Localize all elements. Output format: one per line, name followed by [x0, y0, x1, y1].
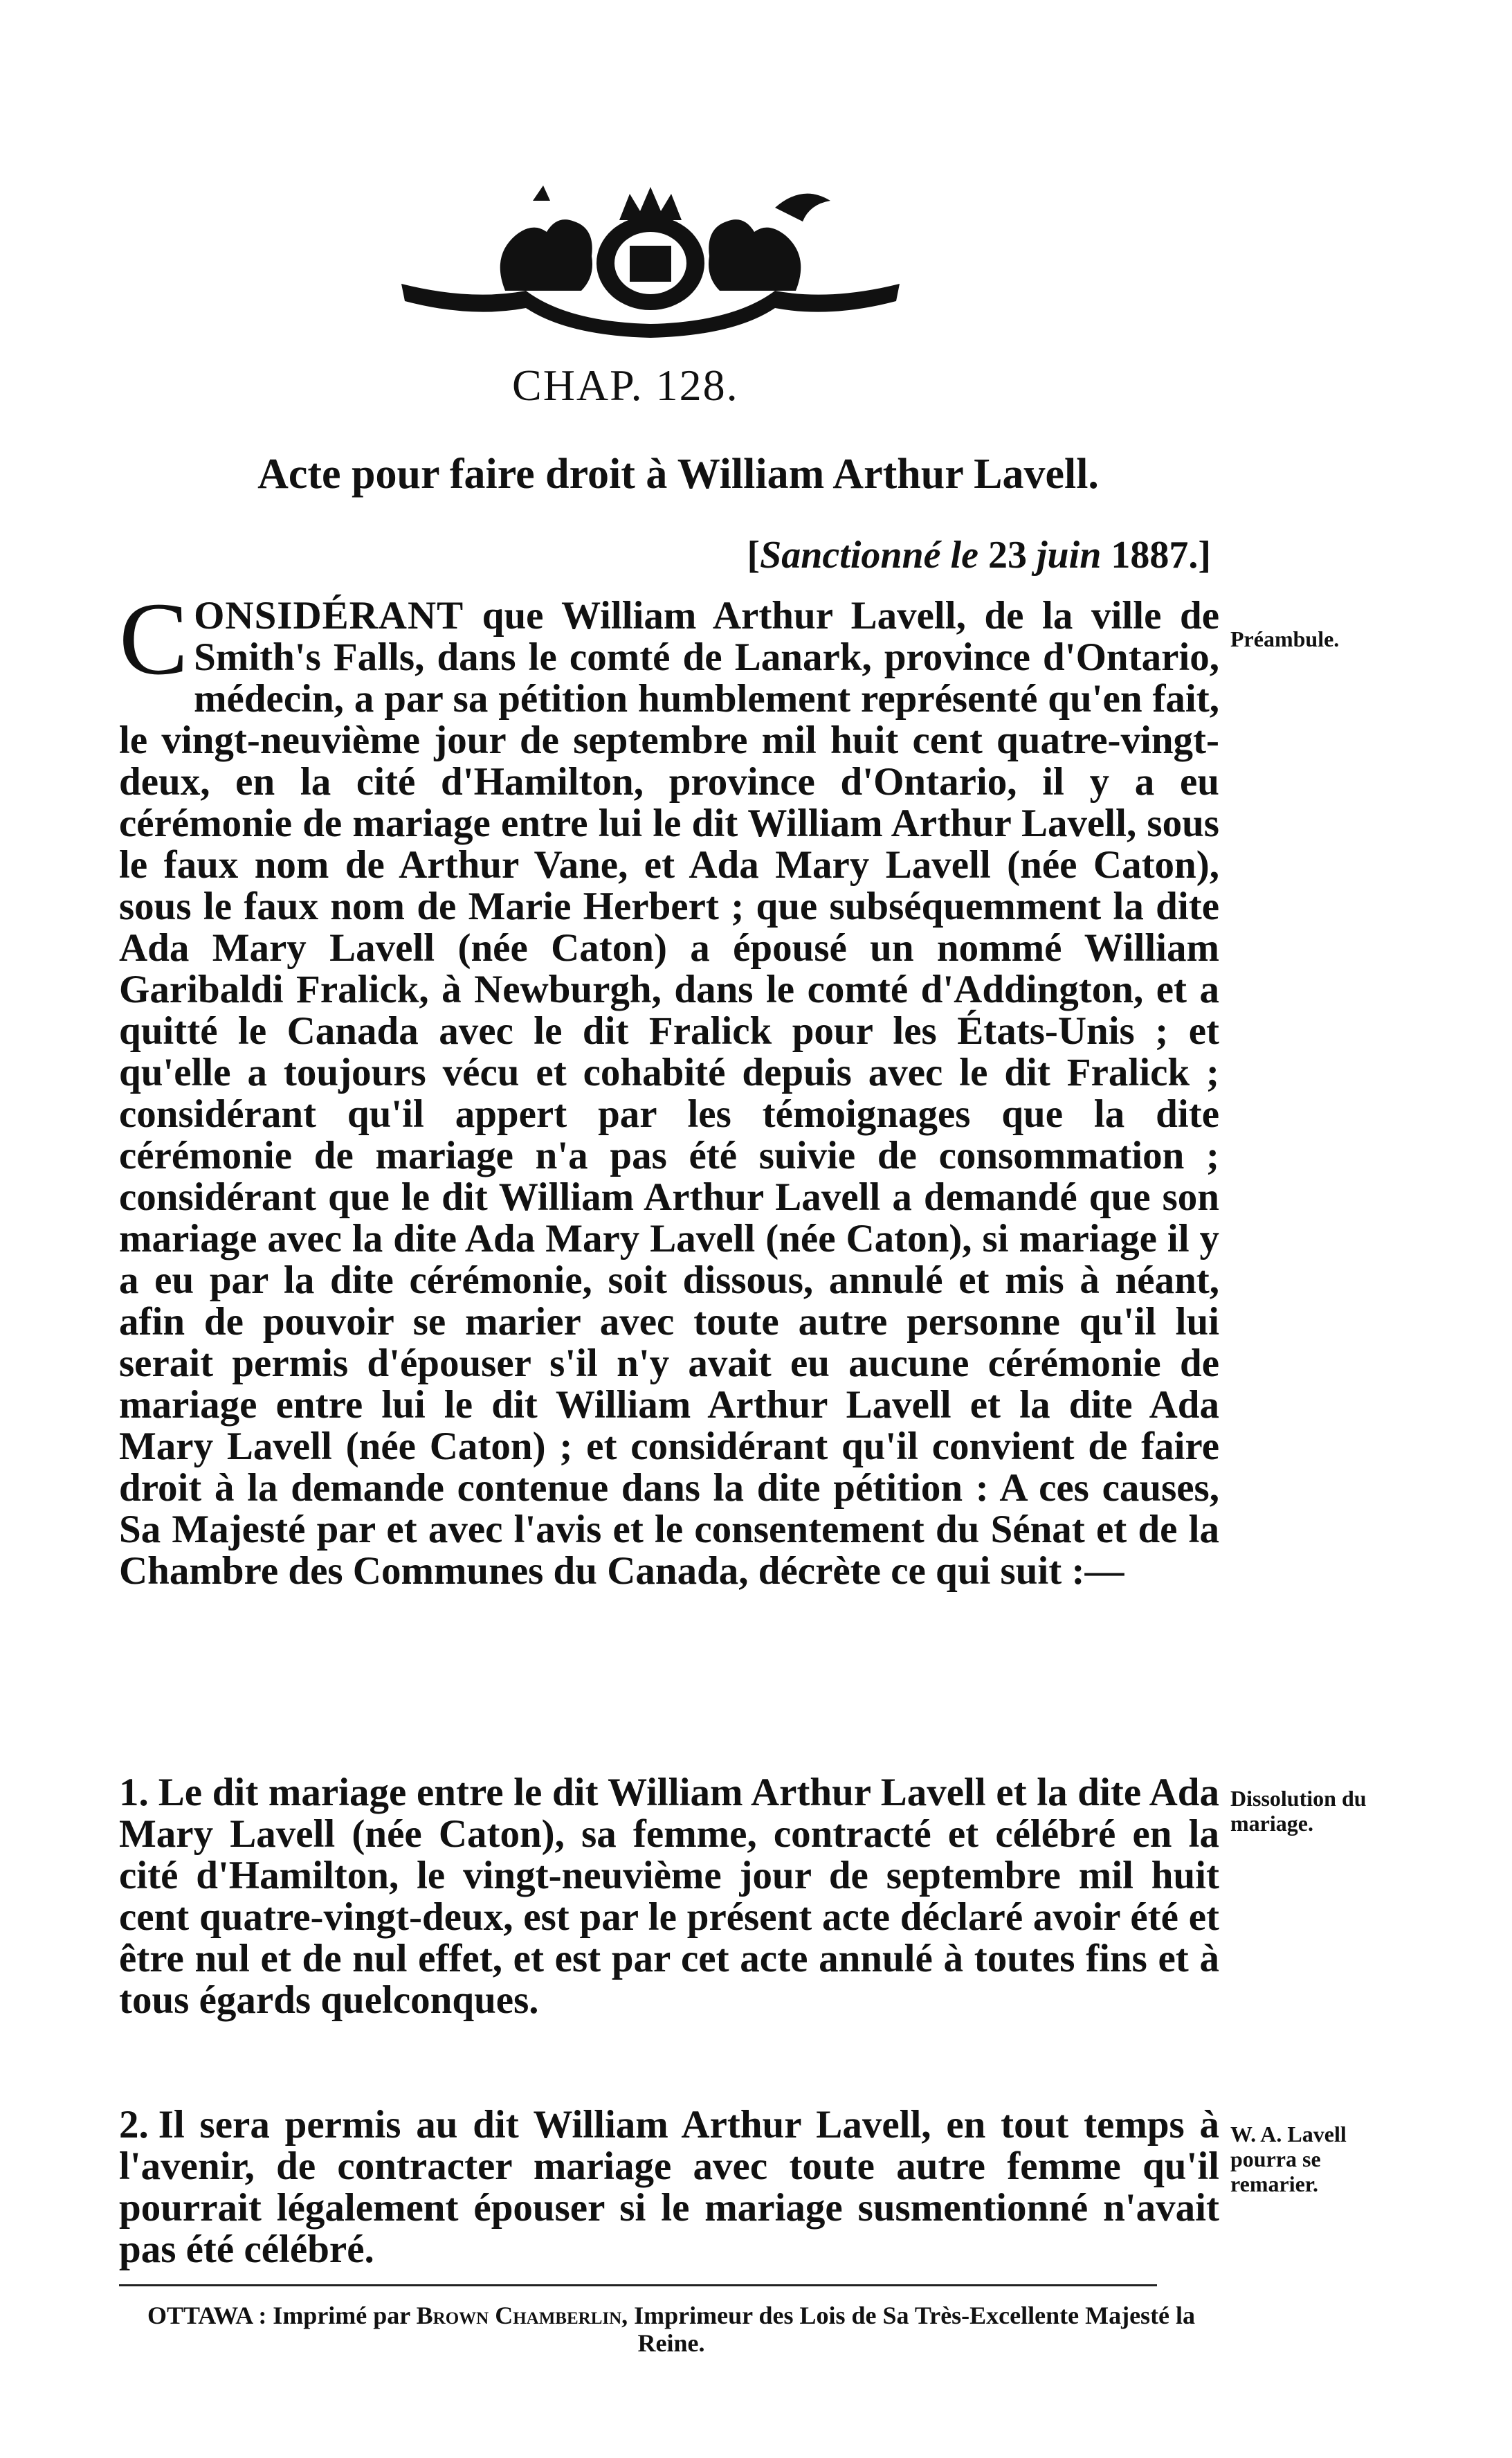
imprint-suffix: , Imprimeur des Lois de Sa Très-Excellente Majesté la Reine. — [621, 2302, 1196, 2357]
imprint-printer: Brown Chamberlin — [416, 2302, 622, 2329]
act-title: Acte pour faire droit à William Arthur Lavell. — [257, 451, 1099, 498]
margin-note-dissolution: Dissolution du mariage. — [1230, 1786, 1367, 1836]
preamble-text: que William Arthur Lavell, de la ville de Smith's Falls, dans le comté de Lanark, province d'Ontario, médecin, a par sa pétition humblement représenté qu'en fait, le vingt-neuvième jour de septembre mil huit cent quatre-vingt-deux, en la cité d'Hamilton, province d'Ontario, il y a eu cérémonie de mariage entre lui le dit William Arthur Lavell, sous le faux nom de Arthur Vane, et Ada Mary Lavell (née Caton), sous le faux nom de Marie Herbert ; que subséquemment la dite Ada Mary Lavell (née Caton) a épousé un nommé William Garibaldi Fralick, à Newburgh, dans le comté d'Addington, et a quitté le Canada avec le dit Fralick pour les États-Unis ; et qu'elle a toujours vécu et cohabité depuis avec le dit Fralick ; considérant qu'il appert par les témoignages que la dite cérémonie de mariage n'a pas été suivie de consommation ; considérant que le dit William Arthur Lavell a demandé que son mariage avec la dite Ada Mary Lavell (née Caton), si mariage il y a eu par la dite cérémonie, soit dissous, annulé et mis à néant, afin de pouvoir se marier avec toute autre personne qu'il lui serait permis d'épouser s'il n'y avait eu aucune cérémonie de mariage entre lui le dit William Arthur Lavell et la dite Ada Mary Lavell (née Caton) ; et considérant qu'il convient de faire droit à la demande contenue dans la dite pétition : A ces causes, Sa Majesté par et avec l'avis et le consentement du Sénat et de la Chambre des Communes du Canada, décrète ce qui suit :— — [119, 594, 1219, 1593]
imprint-prefix: OTTAWA : Imprimé par — [147, 2302, 417, 2329]
margin-note-preamble: Préambule. — [1230, 626, 1340, 651]
sanction-date — [664, 533, 1211, 577]
chapter-heading: CHAP. 128. — [512, 361, 739, 410]
section-text: Le dit mariage entre le dit William Arthur Lavell et la dite Ada Mary Lavell (née Caton), sa femme, contracté et célébré en la cité d'Hamilton, le vingt-neuvième jour de septembre mil huit cent quatre-vingt-deux, est par le présent acte déclaré avoir été et être nul et de nul effet, et est par cet acte annulé à toutes fins et à tous égards quelconques. — [119, 1771, 1219, 2022]
printer-imprint — [118, 2302, 1225, 2357]
royal-coat-of-arms-icon — [388, 180, 913, 339]
drop-cap: C — [119, 581, 189, 696]
section-2 — [119, 2104, 1219, 2270]
sanction-month: juin — [1036, 534, 1102, 577]
preamble-paragraph — [119, 581, 1219, 1593]
footer-rule — [119, 2284, 1157, 2286]
sanction-year: 1887.] — [1101, 534, 1211, 577]
section-number: 2. — [119, 2103, 149, 2147]
margin-note-remarry: W. A. Lavell pourra se remarier. — [1230, 2122, 1347, 2196]
sanction-label: Sanctionné le — [760, 534, 978, 577]
sanction-open-bracket: [ — [747, 534, 760, 577]
section-number: 1. — [119, 1771, 149, 1814]
sanction-day: 23 — [978, 534, 1037, 577]
section-text: Il sera permis au dit William Arthur Lavell, en tout temps à l'avenir, de contracter mariage avec toute autre femme qu'il pourrait légalement épouser si le mariage susmentionné n'avait pas été célébré. — [119, 2103, 1219, 2271]
preamble-first-word: ONSIDÉRANT — [194, 594, 464, 638]
section-1 — [119, 1772, 1219, 2021]
